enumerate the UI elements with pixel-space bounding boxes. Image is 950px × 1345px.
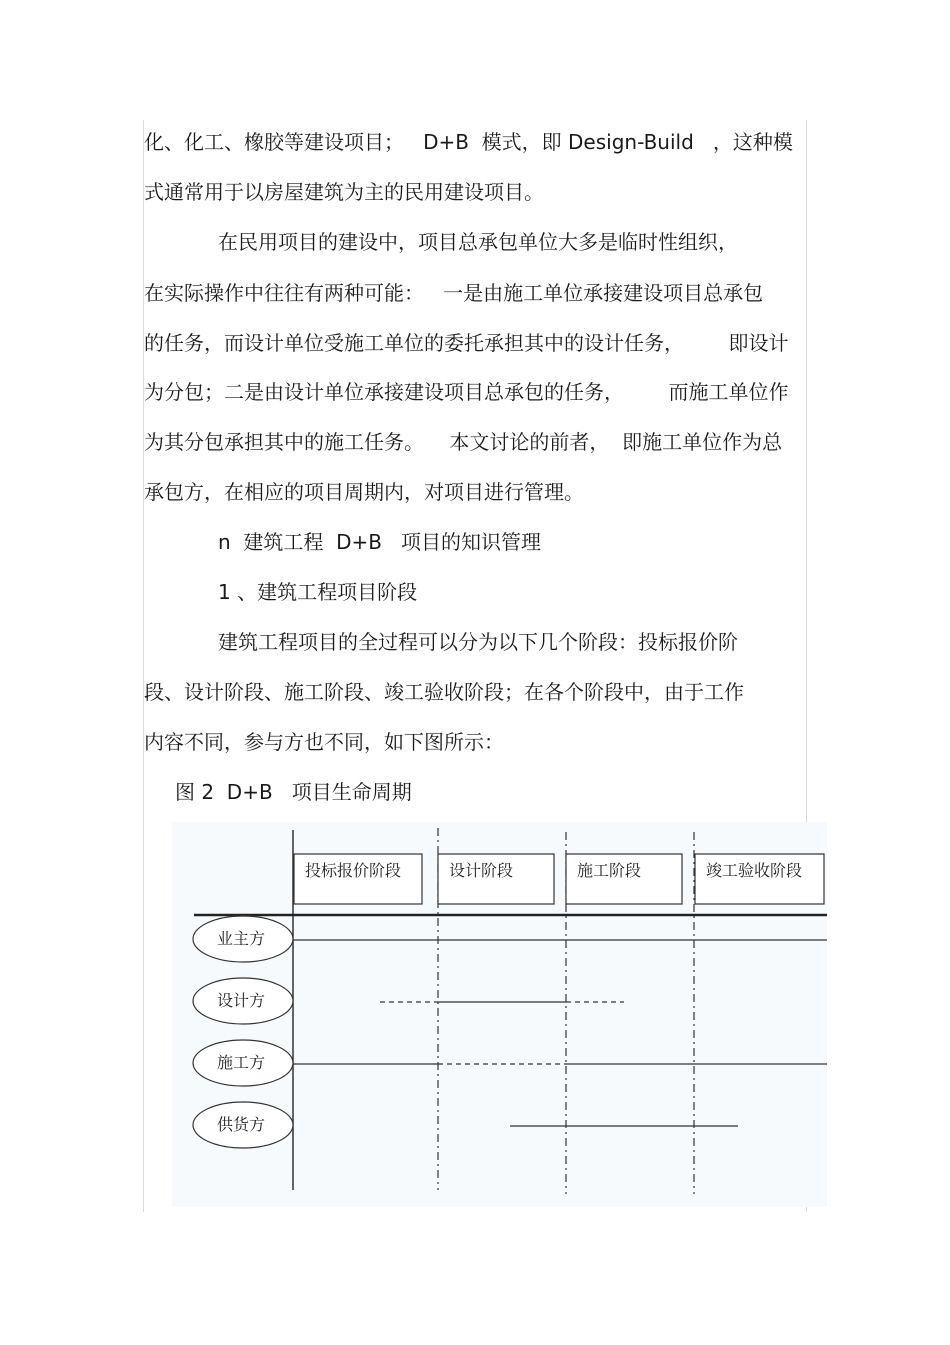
party-label-designer: 设计方 bbox=[217, 991, 266, 1010]
party-label-contractor: 施工方 bbox=[217, 1053, 266, 1072]
text-line-4: 在实际操作中往往有两种可能： 一是由施工单位承接建设项目总承包 bbox=[144, 281, 764, 305]
text-line-6: 为分包；二是由设计单位承接建设项目总承包的任务， 而施工单位作 bbox=[144, 380, 789, 404]
text-line-12: 段、设计阶段、施工阶段、竣工验收阶段；在各个阶段中，由于工作 bbox=[144, 680, 744, 704]
stage-label-acceptance: 竣工验收阶段 bbox=[706, 861, 803, 880]
party-label-owner: 业主方 bbox=[217, 929, 266, 948]
text-line-7: 为其分包承担其中的施工任务。 本文讨论的前者， 即施工单位作为总 bbox=[144, 430, 783, 454]
stage-label-design: 设计阶段 bbox=[449, 861, 514, 880]
text-line-11: 建筑工程项目的全过程可以分为以下几个阶段：投标报价阶 bbox=[218, 630, 738, 654]
stage-label-construction: 施工阶段 bbox=[577, 861, 642, 880]
text-line-3: 在民用项目的建设中，项目总承包单位大多是临时性组织， bbox=[218, 230, 738, 254]
text-line-8: 承包方，在相应的项目周期内，对项目进行管理。 bbox=[144, 480, 584, 504]
section-heading: n 建筑工程 D+B 项目的知识管理 bbox=[218, 530, 542, 554]
text-line-5: 的任务，而设计单位受施工单位的委托承担其中的设计任务， 即设计 bbox=[144, 331, 789, 355]
text-line-1: 化、化工、橡胶等建设项目； D+B 模式，即 Design-Build ，这种模 bbox=[144, 130, 793, 154]
text-line-2: 式通常用于以房屋建筑为主的民用建设项目。 bbox=[144, 180, 544, 204]
stage-label-bid: 投标报价阶段 bbox=[305, 861, 402, 880]
text-line-13: 内容不同，参与方也不同，如下图所示： bbox=[144, 730, 504, 754]
party-label-supplier: 供货方 bbox=[217, 1115, 266, 1134]
figure-caption: 图 2 D+B 项目生命周期 bbox=[175, 780, 412, 804]
subsection-heading: 1 、建筑工程项目阶段 bbox=[218, 580, 418, 604]
lifecycle-diagram bbox=[172, 822, 827, 1207]
